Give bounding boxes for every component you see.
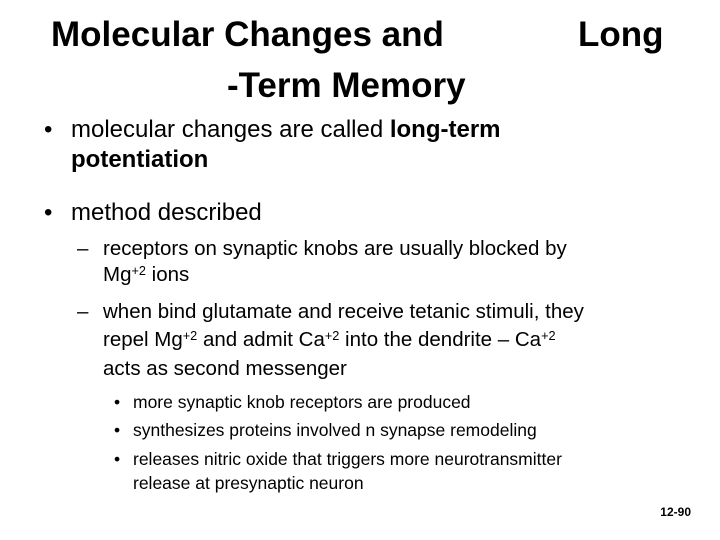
bullet-2-text: method described xyxy=(71,199,262,226)
slide-title-part1: Molecular Changes and xyxy=(51,15,444,54)
repel-mg-text: repel Mg xyxy=(103,328,183,351)
subitem-1-line2 xyxy=(103,262,189,288)
charge-superscript: +2 xyxy=(324,328,340,344)
mg-text: Mg xyxy=(103,263,132,286)
slide-title-part3: -Term Memory xyxy=(227,66,466,105)
ions-text: ions xyxy=(145,263,190,286)
charge-superscript: +2 xyxy=(131,263,146,279)
slide-number: 12-90 xyxy=(660,505,691,519)
small-bullet-marker: • xyxy=(114,392,121,412)
bullet-marker: • xyxy=(44,116,53,143)
small-bullet-marker: • xyxy=(114,420,121,440)
dash-marker: – xyxy=(77,300,89,323)
dendrite-ca-text: into the dendrite – Ca xyxy=(339,328,542,351)
subitem-2-line3: acts as second messenger xyxy=(103,357,347,380)
subsubitem-1: more synaptic knob receptors are produced xyxy=(133,392,471,412)
subsubitem-3-line2: release at presynaptic neuron xyxy=(133,473,364,493)
bullet-1-line1 xyxy=(71,116,501,144)
subitem-2-line1: when bind glutamate and receive tetanic stimuli, they xyxy=(103,300,584,323)
charge-superscript: +2 xyxy=(182,328,198,344)
small-bullet-marker: • xyxy=(114,449,121,469)
subsubitem-2: synthesizes proteins involved n synapse remodeling xyxy=(133,420,537,440)
slide-title-part2: Long xyxy=(578,15,664,54)
bullet-1-text: molecular changes are called xyxy=(71,116,390,143)
dash-marker: – xyxy=(77,237,89,260)
subsubitem-3-line1: releases nitric oxide that triggers more neurotransmitter xyxy=(133,449,562,469)
bullet-1-term: long-term xyxy=(389,116,501,143)
subitem-2-line2 xyxy=(103,327,556,353)
charge-superscript: +2 xyxy=(541,328,556,344)
bullet-marker: • xyxy=(44,199,53,226)
admit-ca-text: and admit Ca xyxy=(197,328,325,351)
subitem-1-line1: receptors on synaptic knobs are usually blocked by xyxy=(103,237,567,260)
bullet-1-term-cont: potentiation xyxy=(71,146,209,173)
